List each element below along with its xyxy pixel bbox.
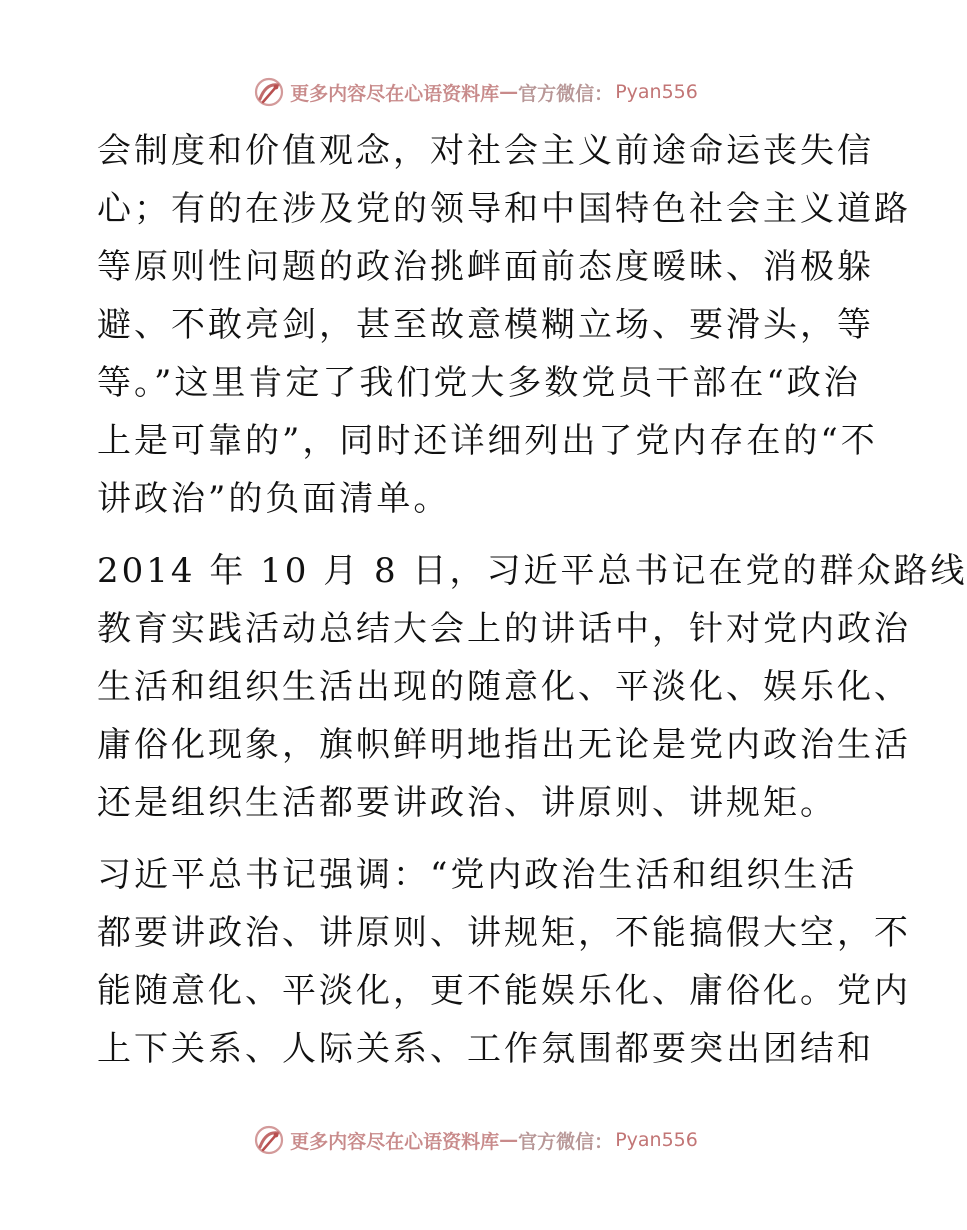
header-banner: [0, 72, 950, 112]
paragraph-2: [97, 542, 967, 832]
document-body: [97, 122, 967, 1078]
banner-wechat-label: 官方微信: [518, 82, 595, 105]
text-line: 避、不敢亮剑，甚至故意模糊立场、要滑头，等: [97, 305, 874, 345]
footer-banner: [0, 1120, 950, 1160]
paragraph-spacer: [97, 528, 857, 542]
text-line: 讲政治”的负面清单。: [97, 479, 451, 519]
text-line: 2014 年 10 月 8 日，习近平总书记在党的群众路线: [97, 551, 967, 591]
text-line: 等原则性问题的政治挑衅面前态度暧昧、消极躲: [97, 247, 874, 287]
paragraph-3: [97, 846, 911, 1078]
text-line: 上是可靠的”，同时还详细列出了党内存在的“不: [97, 421, 878, 461]
paragraph-spacer: [97, 832, 857, 846]
banner-colon: ：: [594, 1130, 614, 1153]
text-line: 教育实践活动总结大会上的讲话中，针对党内政治: [97, 609, 911, 649]
banner-main-text: 更多内容尽在心语资料库: [290, 82, 500, 105]
text-line: 等。”这里肯定了我们党大多数党员干部在“政治: [97, 363, 861, 403]
logo-icon: [252, 1123, 286, 1157]
text-line: 能随意化、平淡化，更不能娱乐化、庸俗化。党内: [97, 971, 911, 1011]
text-line: 还是组织生活都要讲政治、讲原则、讲规矩。: [97, 783, 837, 823]
text-line: 习近平总书记强调：“党内政治生活和组织生活: [97, 855, 858, 895]
text-line: 庸俗化现象，旗帜鲜明地指出无论是党内政治生活: [97, 725, 911, 765]
banner-colon: ：: [594, 82, 614, 105]
logo-icon: [252, 75, 286, 109]
text-line: 都要讲政治、讲原则、讲规矩，不能搞假大空，不: [97, 913, 911, 953]
banner-separator: —: [499, 81, 519, 103]
banner-wechat-label: 官方微信: [518, 1130, 595, 1153]
banner-main-text: 更多内容尽在心语资料库: [290, 1130, 500, 1153]
paragraph-1: [97, 122, 911, 528]
text-line: 心；有的在涉及党的领导和中国特色社会主义道路: [97, 189, 911, 229]
text-line: 会制度和价值观念，对社会主义前途命运丧失信: [97, 131, 874, 171]
banner-wechat-id: Pyan556: [615, 81, 698, 103]
text-line: 上下关系、人际关系、工作氛围都要突出团结和: [97, 1029, 874, 1069]
banner-wechat-id: Pyan556: [615, 1129, 698, 1151]
text-line: 生活和组织生活出现的随意化、平淡化、娱乐化、: [97, 667, 911, 707]
banner-separator: —: [499, 1129, 519, 1151]
